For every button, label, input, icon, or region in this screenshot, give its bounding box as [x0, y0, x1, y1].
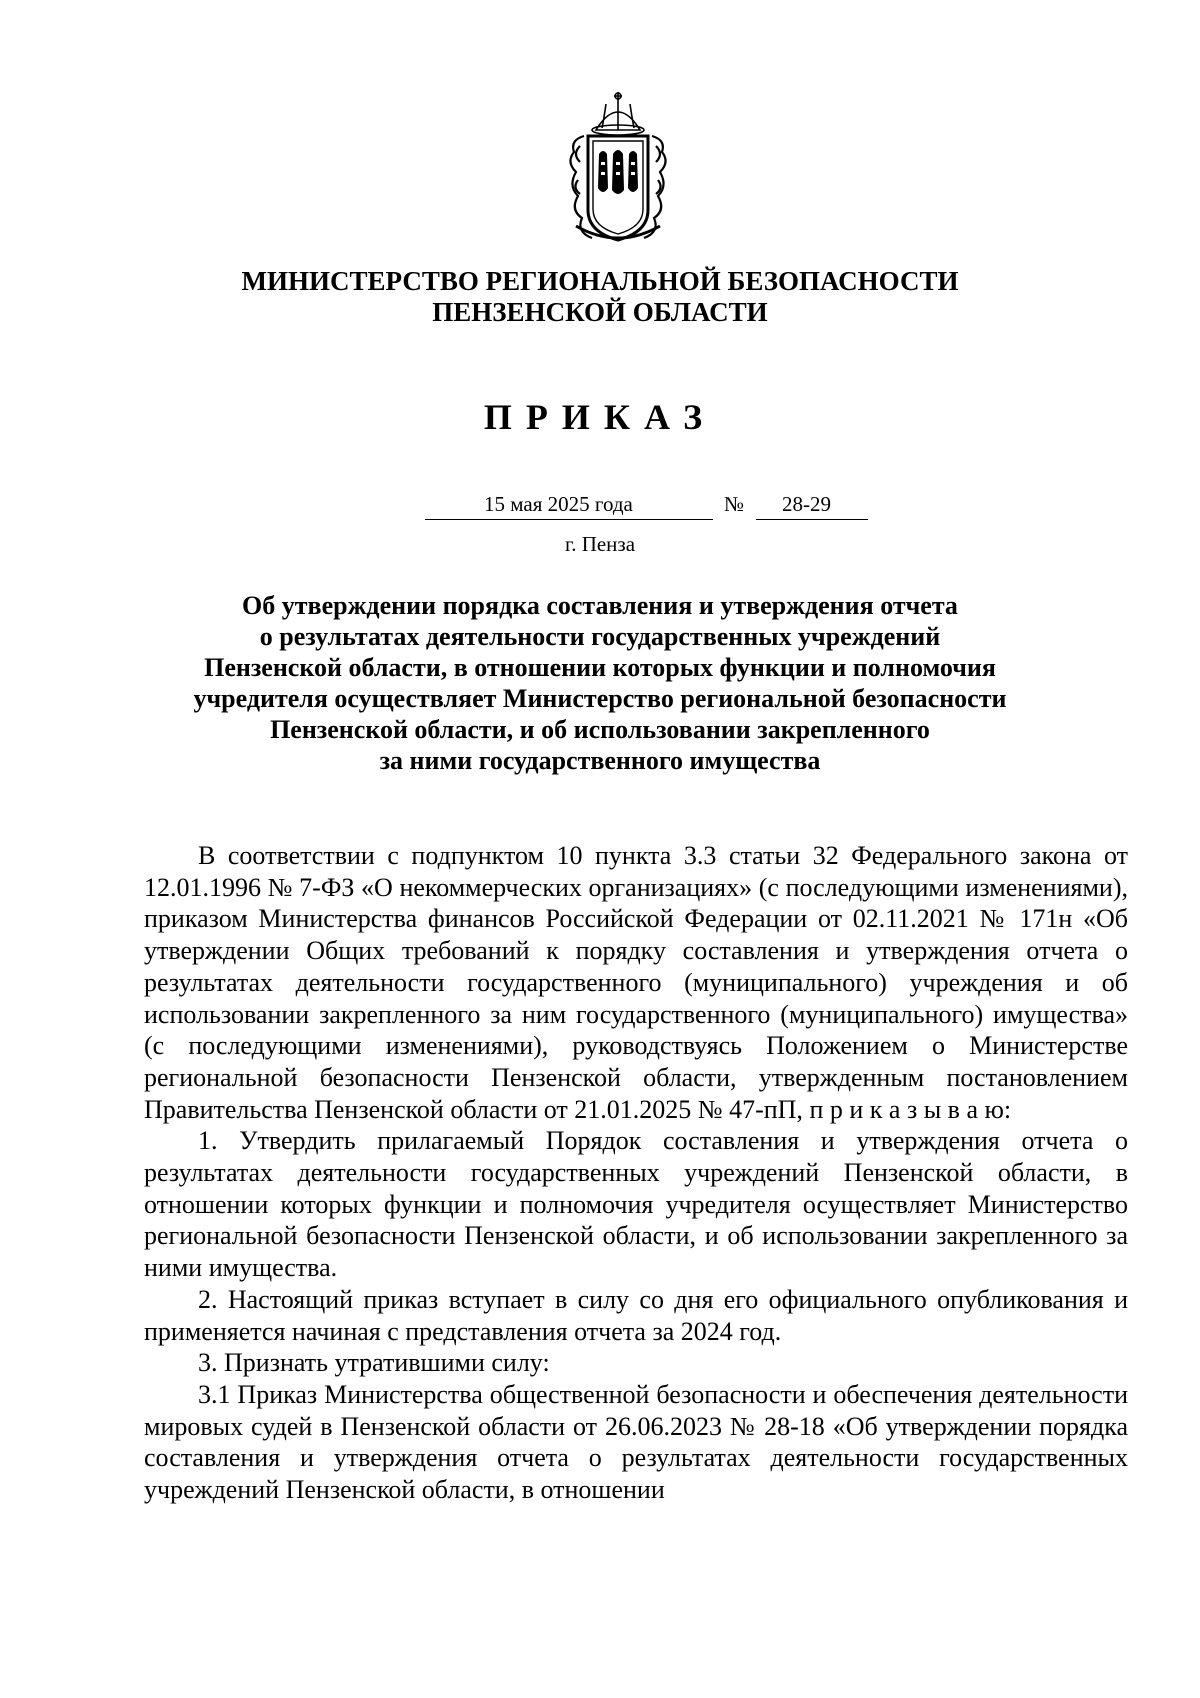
- order-number: 28-29: [782, 492, 831, 516]
- subject-line: Пензенской области, и об использовании закрепленного: [270, 715, 930, 744]
- number-sign: №: [724, 492, 745, 516]
- ministry-name-line-1: МИНИСТЕРСТВО РЕГИОНАЛЬНОЙ БЕЗОПАСНОСТИ: [241, 266, 959, 296]
- subject-line: учредителя осуществляет Министерство региональной безопасности: [193, 684, 1007, 713]
- city-name: г. Пенза: [564, 532, 636, 556]
- order-date: 15 мая 2025 года: [484, 492, 633, 516]
- order-body: [144, 840, 1128, 1506]
- preamble-paragraph: [144, 840, 1128, 1125]
- item-1-paragraph: 1. Утвердить прилагаемый Порядок составления и утверждения отчета о результатах деятельности государственных учреждений Пензенской области, в отношении которых функции и полномочия учредителя осуществляет Министерство региональной безопасности Пензенской области, и об использовании закрепленного за ними имущества.: [144, 1126, 1128, 1283]
- preamble-text: В соответствии с подпунктом 10 пункта 3.3 статьи 32 Федерального закона от 12.01.1996 № 7-ФЗ «О некоммерческих организациях» (с последующими изменениями), приказом Министерства финансов Российской Федерации от 02.11.2021 № 171н «Об утверждении Общих требований к порядку составления и утверждения отчета о результатах деятельности государственного (муниципального) учреждения и об использовании закрепленного за ним государственного (муниципального) имущества» (с последующими изменениями), руководствуясь Положением о Министерстве региональной безопасности Пензенской области, утвержденным постановлением Правительства Пензенской области от 21.01.2025 № 47-пП,: [144, 841, 1128, 1124]
- document-type-title: ПРИКАЗ: [483, 397, 717, 437]
- item-3-1-paragraph: 3.1 Приказ Министерства общественной безопасности и обеспечения деятельности мировых судей в Пензенской области от 26.06.2023 № 28-18 «Об утверждении порядка составления и утверждения отчета о результатах деятельности государственных учреждений Пензенской области, в отношении: [144, 1379, 1128, 1505]
- ministry-name-line-2: ПЕНЗЕНСКОЙ ОБЛАСТИ: [432, 297, 768, 327]
- item-2-paragraph: 2. Настоящий приказ вступает в силу со дня его официального опубликования и применяется начиная с представления отчета за 2024 год.: [144, 1284, 1128, 1346]
- order-subject: [140, 590, 1060, 776]
- order-word: п р и к а з ы в а ю:: [809, 1094, 1012, 1124]
- subject-line: о результатах деятельности государственных учреждений: [259, 622, 941, 651]
- number-underline: [756, 519, 868, 520]
- subject-line: за ними государственного имущества: [379, 746, 821, 775]
- penza-region-coat-of-arms-icon: [566, 92, 670, 248]
- subject-line: Пензенской области, в отношении которых функции и полномочия: [204, 653, 996, 682]
- item-3-paragraph: 3. Признать утратившими силу:: [198, 1348, 550, 1378]
- date-underline: [425, 519, 713, 520]
- subject-line: Об утверждении порядка составления и утверждения отчета: [242, 591, 958, 620]
